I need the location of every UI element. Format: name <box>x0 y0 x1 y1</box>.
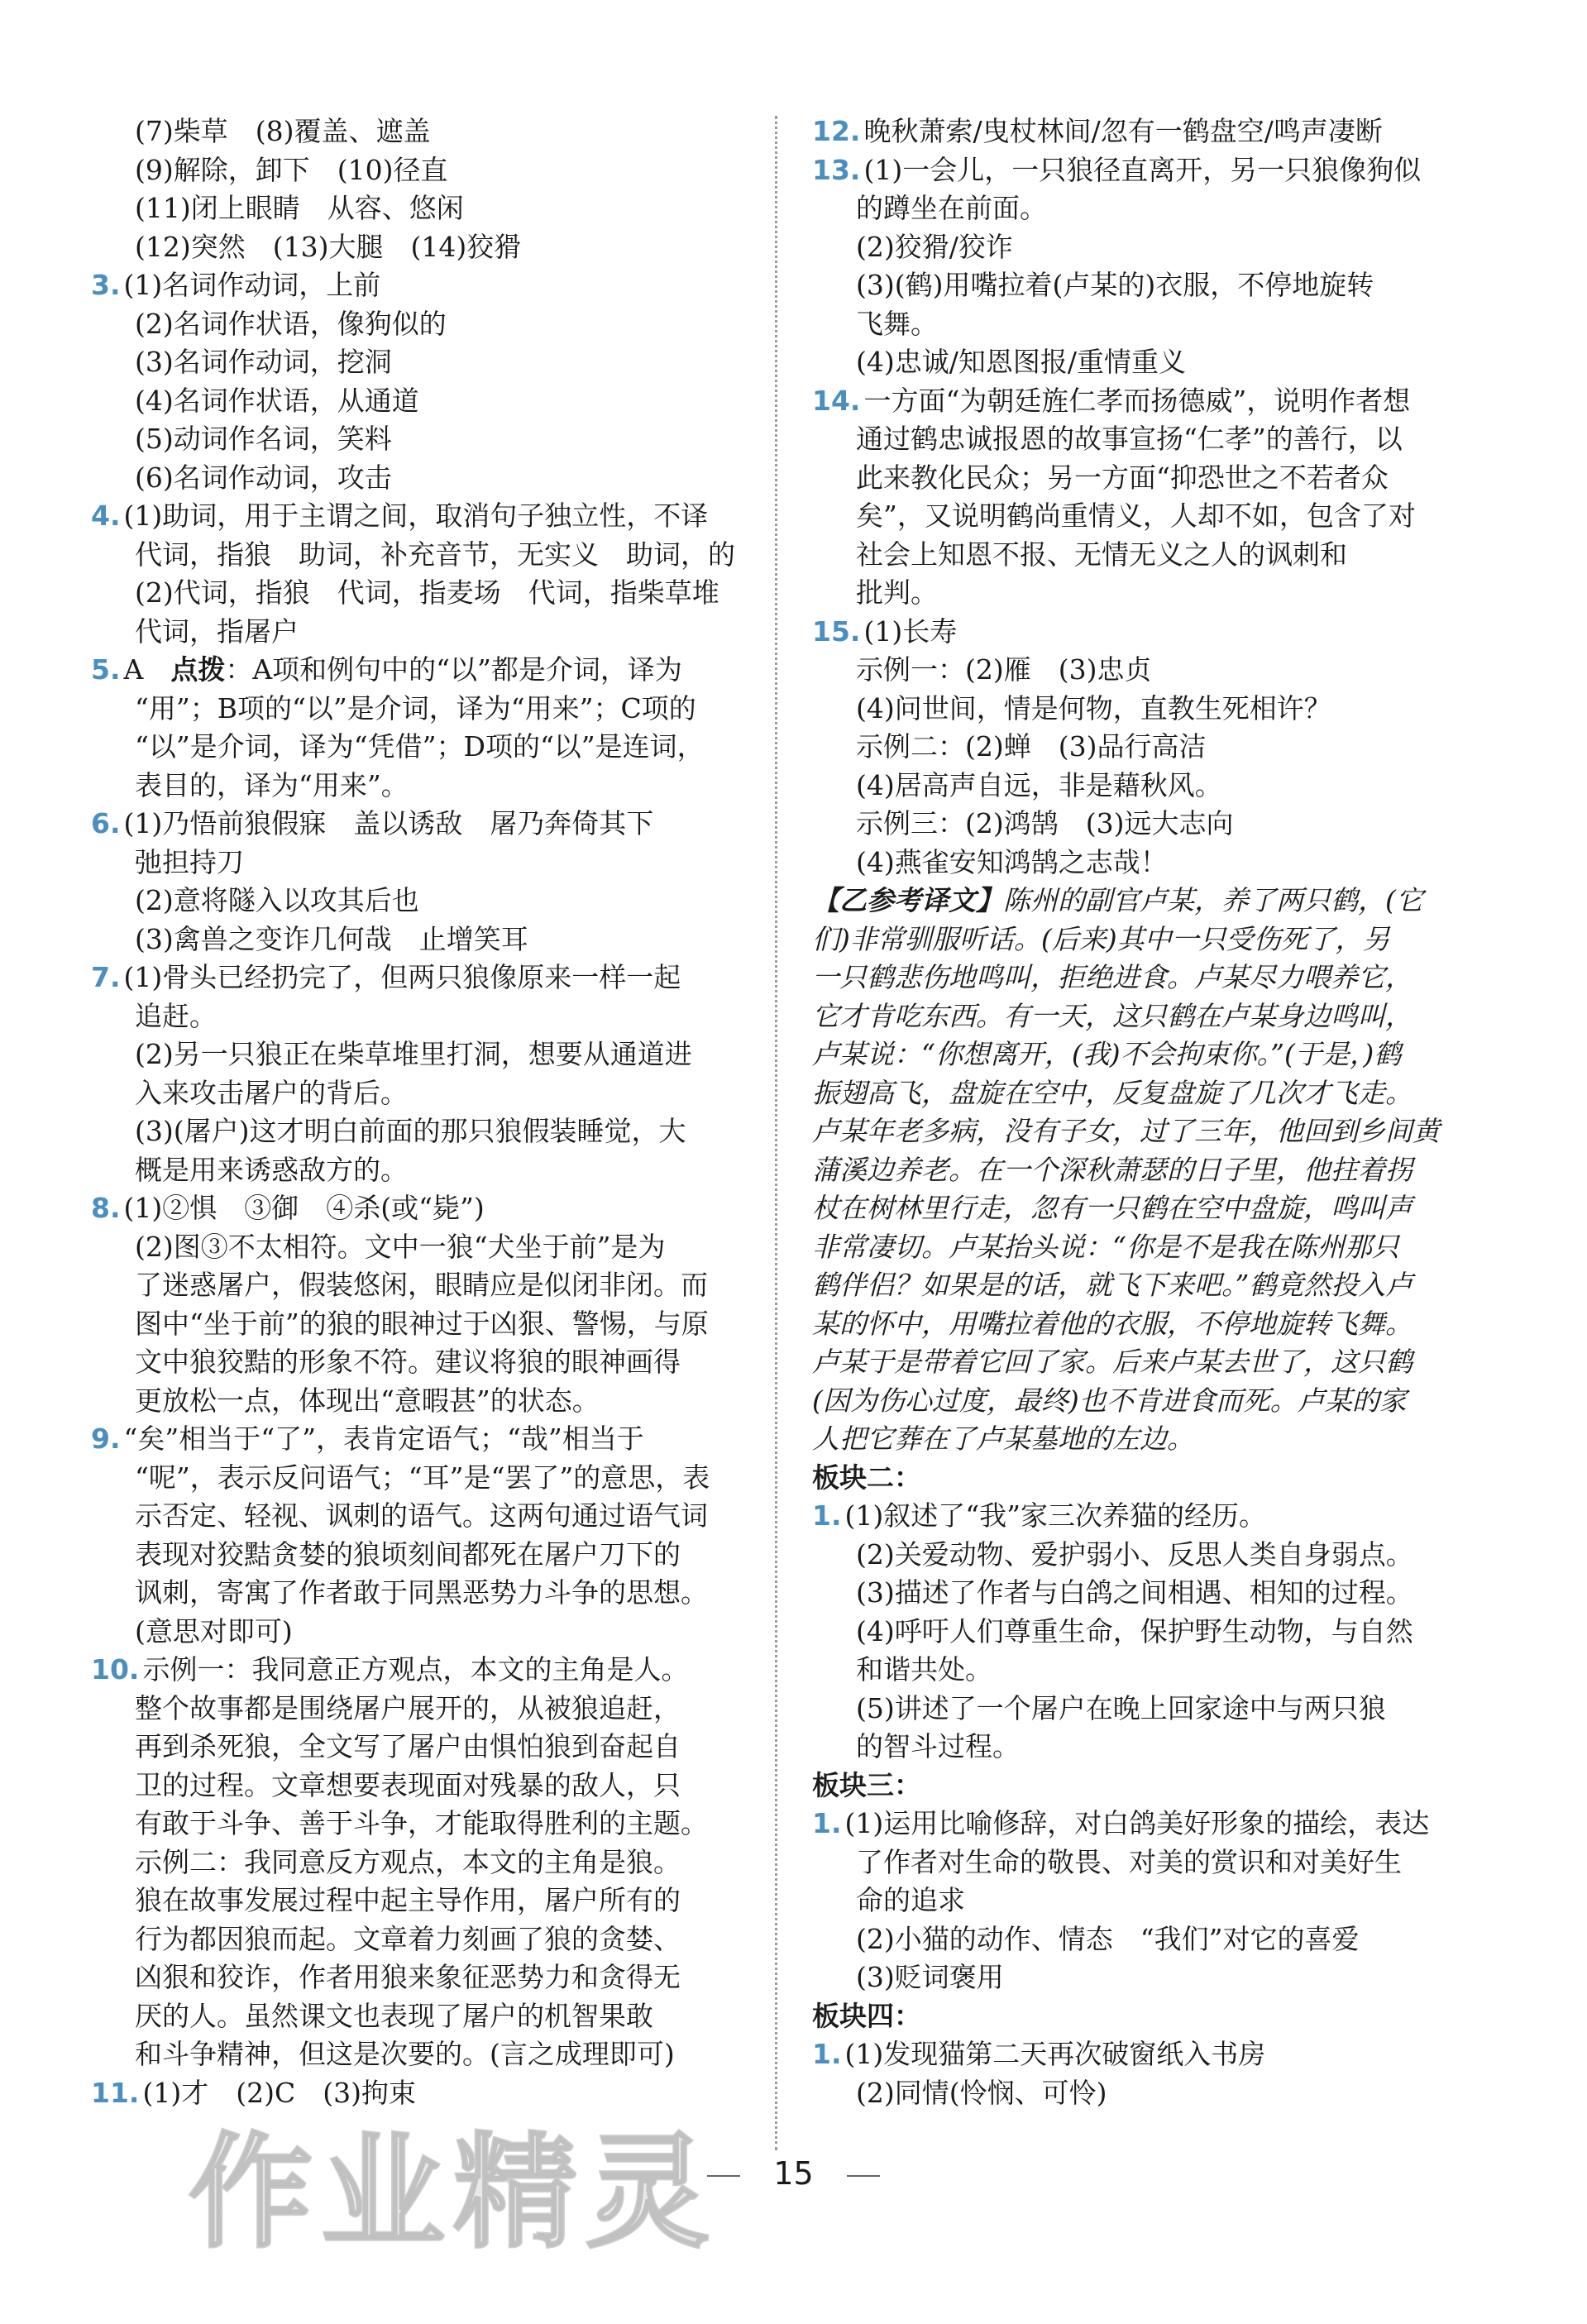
answer-text: 蒲溪边养老。在一个深秋萧瑟的日子里，他拄着拐 <box>812 1153 1413 1186</box>
answer-text: 和谐共处。 <box>856 1653 992 1686</box>
answer-line <box>91 1728 753 1767</box>
answer-text: 通过鹤忠诚报恩的故事宣扬“仁孝”的善行，以 <box>856 423 1403 455</box>
answer-text: (2)代词，指狼 代词，指麦场 代词，指柴草堆 <box>135 576 719 609</box>
answer-line <box>812 1035 1475 1074</box>
answer-text: 的蹲坐在前面。 <box>856 192 1047 224</box>
answer-line <box>812 1497 1475 1536</box>
answer-line <box>812 1228 1475 1267</box>
bold-label: 点拨 <box>170 653 226 686</box>
answer-text: 代词，指狼 助词，补充音节，无实义 助词，的 <box>135 538 735 571</box>
answer-text: (2)同情(怜悯、可怜) <box>856 2076 1107 2109</box>
answer-text: 厌的人。虽然课文也表现了屠户的机智果敢 <box>135 1999 653 2032</box>
answer-line <box>91 1343 753 1382</box>
answer-text: 的智斗过程。 <box>856 1730 1020 1762</box>
answer-line <box>812 805 1475 844</box>
answer-text: 矣”，又说明鹤尚重情义，人却不如，包含了对 <box>856 500 1416 532</box>
answer-line <box>91 1228 753 1267</box>
answer-text: (1)乃悟前狼假寐 盖以诱敌 屠乃奔倚其下 <box>123 807 654 839</box>
bold-label: 板块三： <box>812 1768 921 1801</box>
answer-text: 一方面“为朝廷旌仁孝而扬德威”，说明作者想 <box>863 384 1411 417</box>
answer-text: (4)问世间，情是何物，直教生死相许？ <box>856 691 1331 724</box>
answer-text: 陈州的副官卢某，养了两只鹤，(它 <box>1003 884 1423 916</box>
answer-line <box>91 1651 753 1690</box>
answer-line <box>91 459 753 498</box>
answer-line <box>812 2074 1475 2113</box>
answer-text: 更放松一点，体现出“意暇甚”的状态。 <box>135 1384 600 1417</box>
answer-line <box>91 1189 753 1228</box>
answer-line <box>91 844 753 882</box>
answer-text: 示例二：(2)蝉 (3)品行高洁 <box>856 730 1207 763</box>
answer-text: “呢”，表示反问语气；“耳”是“罢了”的意思，表 <box>135 1461 710 1494</box>
answer-line <box>812 1151 1475 1190</box>
answer-text: “以”是介词，译为“凭借”；D项的“以”是连词， <box>135 730 705 763</box>
answer-text: (9)解除，卸下 (10)径直 <box>135 153 448 186</box>
answer-line <box>812 1613 1475 1652</box>
answer-text: (1)助词，用于主谓之间，取消句子独立性，不译 <box>123 500 709 532</box>
answer-text: (1)骨头已经扔完了，但两只狼像原来一样一起 <box>123 961 681 993</box>
answer-line <box>91 728 753 767</box>
answer-line <box>812 1651 1475 1690</box>
answer-text: (1)②惧 ③御 ④杀(或“毙”) <box>123 1192 485 1224</box>
answer-line <box>91 1536 753 1575</box>
footer-dash-right <box>847 2175 880 2177</box>
question-number: 15. <box>812 614 861 648</box>
question-number: 4. <box>91 500 121 532</box>
answer-text: 图中“坐于前”的狼的眼神过于凶狠、警惕，与原 <box>135 1307 709 1340</box>
answer-text: (1)才 (2)C (3)拘束 <box>142 2076 416 2109</box>
answer-line <box>812 2035 1475 2074</box>
column-divider <box>775 116 777 2150</box>
answer-line <box>91 1151 753 1190</box>
answer-line <box>91 921 753 959</box>
answer-line <box>91 1690 753 1729</box>
answer-line <box>812 921 1475 959</box>
answer-line <box>812 1997 1475 2036</box>
question-number: 9. <box>91 1423 121 1455</box>
answer-text: 表目的，译为“用来”。 <box>135 768 409 801</box>
answer-line <box>91 1882 753 1920</box>
answer-line <box>91 1459 753 1498</box>
answer-line <box>812 1459 1475 1498</box>
footer-dash-left <box>707 2175 740 2177</box>
answer-line <box>812 844 1475 882</box>
question-number: 1. <box>812 2038 842 2070</box>
answer-text: (3)描述了作者与白鸽之间相遇、相知的过程。 <box>856 1576 1413 1609</box>
answer-text: 概是用来诱惑敌方的。 <box>135 1153 408 1186</box>
answer-text: 了作者对生命的敬畏、对美的赏识和对美好生 <box>856 1845 1402 1878</box>
answer-text: 追赶。 <box>135 999 217 1032</box>
answer-line <box>812 1536 1475 1575</box>
answer-line <box>812 1920 1475 1959</box>
answer-line <box>812 305 1475 344</box>
answer-line <box>91 1613 753 1652</box>
answer-line <box>812 1882 1475 1920</box>
answer-line <box>812 1382 1475 1421</box>
answer-text: 示否定、轻视、讽刺的语气。这两句通过语气词 <box>135 1499 708 1532</box>
answer-line <box>812 651 1475 690</box>
answer-line <box>812 997 1475 1036</box>
answer-text: 和斗争精神，但这是次要的。(言之成理即可) <box>135 2038 675 2070</box>
answer-line <box>91 1767 753 1805</box>
answer-text: (5)动词作名词，笑料 <box>135 423 392 455</box>
bold-label: 【乙参考译文】 <box>812 884 1003 916</box>
answer-line <box>812 690 1475 729</box>
answer-text: (4)名词作状语，从通道 <box>135 384 419 417</box>
answer-text: (2)另一只狼正在柴草堆里打洞，想要从通道进 <box>135 1038 692 1070</box>
answer-line <box>91 189 753 228</box>
answer-line <box>812 1805 1475 1843</box>
answer-line <box>812 1767 1475 1805</box>
question-number: 3. <box>91 269 121 301</box>
answer-line <box>812 1343 1475 1382</box>
answer-line <box>91 2035 753 2074</box>
answer-line <box>91 1035 753 1074</box>
answer-line <box>812 497 1475 536</box>
answer-line <box>91 1266 753 1305</box>
answer-line <box>812 382 1475 421</box>
answer-line <box>91 1843 753 1882</box>
answer-text: (1)发现猫第二天再次破窗纸入书房 <box>844 2038 1266 2070</box>
answer-line <box>812 1690 1475 1729</box>
answer-text: (3)(鹤)用嘴拉着(卢某的)衣服，不停地旋转 <box>856 269 1374 301</box>
answer-text: (1)叙述了“我”家三次养猫的经历。 <box>844 1499 1266 1532</box>
left-column <box>91 112 753 2112</box>
answer-line <box>91 1574 753 1613</box>
bold-label: 板块二： <box>812 1461 921 1494</box>
answer-text: (2)小猫的动作、情态 “我们”对它的喜爱 <box>856 1922 1360 1955</box>
answer-text: (5)讲述了一个屠户在晚上回家途中与两只狼 <box>856 1691 1386 1724</box>
answer-text: 代词，指屠户 <box>135 614 299 648</box>
answer-line <box>91 1112 753 1151</box>
answer-line <box>91 112 753 151</box>
answer-line <box>812 420 1475 459</box>
answer-text: 命的追求 <box>856 1884 965 1916</box>
answer-text: (2)意将隧入以攻其后也 <box>135 884 419 916</box>
answer-text: 文中狼狡黠的形象不符。建议将狼的眼神画得 <box>135 1346 681 1378</box>
answer-text: (2)关爱动物、爱护弱小、反思人类自身弱点。 <box>856 1537 1413 1571</box>
watermark: 作业精灵 <box>189 2121 719 2265</box>
answer-line <box>812 767 1475 806</box>
answer-text: (意思对即可) <box>135 1614 293 1647</box>
answer-line <box>91 1958 753 1997</box>
question-number: 6. <box>91 807 121 839</box>
answer-text: 弛担持刀 <box>135 845 244 878</box>
answer-line <box>91 959 753 997</box>
answer-line <box>812 1189 1475 1228</box>
answer-line <box>812 228 1475 267</box>
answer-line <box>812 1112 1475 1151</box>
answer-line <box>91 997 753 1036</box>
answer-text: 示例二：我同意反方观点，本文的主角是狼。 <box>135 1845 681 1878</box>
answer-text: (4)忠诚/知恩图报/重情重义 <box>856 346 1186 378</box>
answer-text: 再到杀死狼，全文写了屠户由惧怕狼到奋起自 <box>135 1730 681 1762</box>
answer-text: (12)突然 (13)大腿 (14)狡猾 <box>135 230 522 263</box>
question-number: 13. <box>812 153 861 186</box>
answer-text: (3)禽兽之变诈几何哉 止增笑耳 <box>135 922 528 955</box>
answer-text: (2)名词作状语，像狗似的 <box>135 307 447 340</box>
answer-text: “用”；B项的“以”是介词，译为“用来”；C项的 <box>135 691 696 724</box>
answer-line <box>91 382 753 421</box>
answer-text: (7)柴草 (8)覆盖、遮盖 <box>135 115 431 147</box>
page-footer <box>0 2155 1587 2192</box>
answer-line <box>812 1420 1475 1459</box>
answer-line <box>91 305 753 344</box>
answer-text: 狼在故事发展过程中起主导作用，屠户所有的 <box>135 1884 681 1916</box>
answer-line <box>91 767 753 806</box>
answer-line <box>812 882 1475 921</box>
answer-line <box>91 1805 753 1843</box>
page-number: 15 <box>773 2155 814 2192</box>
answer-line <box>812 1305 1475 1344</box>
answer-text: 卢某说：“你想离开，(我)不会拘束你。”(于是，)鹤 <box>812 1038 1402 1070</box>
answer-line <box>91 651 753 690</box>
answer-text: (3)贬词褒用 <box>856 1961 1004 1993</box>
answer-line <box>812 343 1475 382</box>
answer-line <box>91 690 753 729</box>
answer-line <box>91 228 753 267</box>
answer-line <box>812 1574 1475 1613</box>
answer-line <box>91 1074 753 1113</box>
answer-line <box>91 1497 753 1536</box>
question-number: 12. <box>812 115 861 147</box>
answer-text: 了迷惑屠户，假装悠闲，眼睛应是似闭非闭。而 <box>135 1269 708 1301</box>
answer-text: 卫的过程。文章想要表现面对残暴的敌人，只 <box>135 1768 681 1801</box>
answer-text: (2)狡猾/狡诈 <box>856 230 1013 263</box>
answer-text: 晚秋萧索/曳杖林间/忽有一鹤盘空/鸣声凄断 <box>863 115 1383 147</box>
answer-text: (3)名词作动词，挖洞 <box>135 346 392 378</box>
answer-text: 入来攻击屠户的背后。 <box>135 1076 408 1109</box>
answer-line <box>812 536 1475 575</box>
answer-text: 卢某于是带着它回了家。后来卢某去世了，这只鹤 <box>812 1346 1413 1378</box>
answer-text: 某的怀中，用嘴拉着他的衣服，不停地旋转飞舞。 <box>812 1307 1413 1340</box>
answer-text: (3)(屠户)这才明白前面的那只狼假装睡觉，大 <box>135 1115 686 1147</box>
answer-text: 一只鹤悲伤地鸣叫，拒绝进食。卢某尽力喂养它， <box>812 961 1413 993</box>
answer-text: 示例三：(2)鸿鹄 (3)远大志向 <box>856 807 1234 839</box>
answer-line <box>812 1728 1475 1767</box>
answer-line <box>812 959 1475 997</box>
answer-line <box>91 343 753 382</box>
answer-line <box>812 574 1475 613</box>
answer-text: (1)运用比喻修辞，对白鸽美好形象的描绘，表达 <box>844 1807 1430 1839</box>
answer-line <box>91 1305 753 1344</box>
answer-line <box>91 882 753 921</box>
question-number: 5. <box>91 653 121 686</box>
answer-text: 此来教化民众；另一方面“抑恐世之不若者众 <box>856 461 1389 494</box>
question-number: 8. <box>91 1192 121 1224</box>
answer-line <box>812 112 1475 151</box>
answer-line <box>91 151 753 190</box>
answer-text: (11)闭上眼睛 从容、悠闲 <box>135 192 464 224</box>
answer-line <box>91 1420 753 1459</box>
answer-line <box>91 536 753 575</box>
answer-text: 鹤伴侣？如果是的话，就飞下来吧。”鹤竟然投入卢 <box>812 1269 1413 1301</box>
answer-text: 凶狠和狡诈，作者用狼来象征恶势力和贪得无 <box>135 1961 681 1993</box>
answer-text: 讽刺，寄寓了作者敢于同黑恶势力斗争的思想。 <box>135 1576 708 1609</box>
answer-text: 人把它葬在了卢某墓地的左边。 <box>812 1423 1194 1455</box>
answer-text: ：A项和例句中的“以”都是介词，译为 <box>225 653 682 686</box>
answer-line <box>91 266 753 305</box>
question-number: 11. <box>91 2076 140 2109</box>
answer-text: 有敢于斗争、善于斗争，才能取得胜利的主题。 <box>135 1807 708 1839</box>
answer-line <box>812 459 1475 498</box>
answer-text: (1)名词作动词，上前 <box>123 269 381 301</box>
answer-text: (4)居高声自远，非是藉秋风。 <box>856 768 1222 801</box>
answer-text: 杖在树林里行走，忽有一只鹤在空中盘旋，鸣叫声 <box>812 1192 1413 1224</box>
answer-line <box>91 574 753 613</box>
answer-text: “矣”相当于“了”，表肯定语气；“哉”相当于 <box>123 1423 644 1455</box>
answer-text: 们)非常驯服听话。(后来)其中一只受伤死了，另 <box>812 922 1390 955</box>
answer-line <box>812 1074 1475 1113</box>
answer-line <box>812 1958 1475 1997</box>
question-number: 7. <box>91 961 121 993</box>
answer-line <box>812 613 1475 652</box>
answer-text: (1)长寿 <box>863 614 958 648</box>
answer-line <box>91 1920 753 1959</box>
answer-line <box>91 613 753 652</box>
answer-text: 行为都因狼而起。文章着力刻画了狼的贪婪、 <box>135 1922 681 1955</box>
answer-text: 卢某年老多病，没有子女，过了三年，他回到乡间黄 <box>812 1115 1440 1147</box>
answer-line <box>91 1382 753 1421</box>
question-number: 10. <box>91 1653 140 1686</box>
answer-text: 表现对狡黠贪婪的狼顷刻间都死在屠户刀下的 <box>135 1537 681 1571</box>
answer-text: 它才肯吃东西。有一天，这只鹤在卢某身边鸣叫， <box>812 999 1413 1032</box>
answer-line <box>91 805 753 844</box>
answer-line <box>812 1843 1475 1882</box>
answer-text: (6)名词作动词，攻击 <box>135 461 392 494</box>
question-number: 1. <box>812 1807 842 1839</box>
answer-text: 社会上知恩不报、无情无义之人的讽刺和 <box>856 538 1347 571</box>
answer-text: 示例一：我同意正方观点，本文的主角是人。 <box>142 1653 689 1686</box>
answer-text: (4)燕雀安知鸿鹄之志哉！ <box>856 845 1168 878</box>
answer-line <box>812 266 1475 305</box>
answer-text: (2)图③不太相符。文中一狼“犬坐于前”是为 <box>135 1230 666 1263</box>
answer-text: 飞舞。 <box>856 307 938 340</box>
question-number: 14. <box>812 384 861 417</box>
answer-text: A <box>123 653 171 686</box>
answer-text: 示例一：(2)雁 (3)忠贞 <box>856 653 1152 686</box>
answer-text: (1)一会儿，一只狼径直离开，另一只狼像狗似 <box>863 153 1422 186</box>
answer-line <box>812 189 1475 228</box>
answer-text: 振翅高飞，盘旋在空中，反复盘旋了几次才飞走。 <box>812 1076 1413 1109</box>
answer-text: (因为伤心过度，最终)也不肯进食而死。卢某的家 <box>812 1384 1407 1417</box>
right-column <box>812 112 1475 2112</box>
question-number: 1. <box>812 1499 842 1532</box>
answer-text: 整个故事都是围绕屠户展开的，从被狼追赶， <box>135 1691 681 1724</box>
bold-label: 板块四： <box>812 1999 921 2032</box>
answer-line <box>812 728 1475 767</box>
answer-text: 非常凄切。卢某抬头说：“你是不是我在陈州那只 <box>812 1230 1399 1263</box>
answer-line <box>812 1266 1475 1305</box>
answer-line <box>91 497 753 536</box>
answer-line <box>91 1997 753 2036</box>
answer-line <box>91 420 753 459</box>
answer-text: 批判。 <box>856 576 938 609</box>
answer-line <box>812 151 1475 190</box>
answer-text: (4)呼吁人们尊重生命，保护野生动物，与自然 <box>856 1614 1413 1647</box>
